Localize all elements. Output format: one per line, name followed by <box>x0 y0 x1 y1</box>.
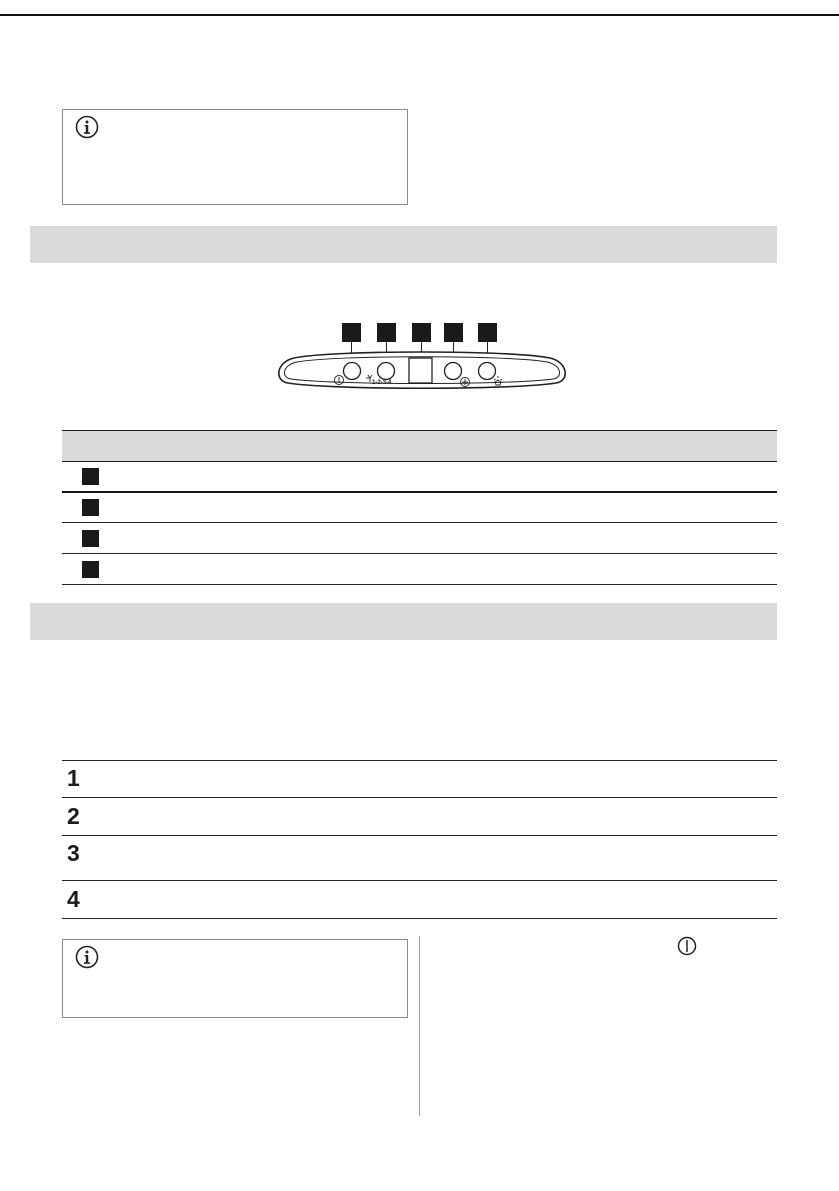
table-row <box>62 493 777 523</box>
column-divider <box>160 760 161 918</box>
fan-speed-label: 1-2-3-4 <box>372 380 392 386</box>
reference-square <box>82 499 99 516</box>
callout-square-5 <box>478 323 497 342</box>
component-table <box>62 430 777 586</box>
info-icon <box>75 115 99 139</box>
table-header <box>62 430 777 462</box>
power-button <box>344 363 361 380</box>
section-header-bar <box>30 603 777 640</box>
table-row <box>62 554 777 585</box>
section-header-bar <box>30 226 777 263</box>
table-row <box>62 760 777 798</box>
info-note-box <box>62 939 408 1018</box>
reference-square <box>82 468 99 485</box>
table-row <box>62 523 777 554</box>
fan-button <box>378 363 395 380</box>
table-row <box>62 797 777 836</box>
table-row <box>62 461 777 493</box>
callout-square-3 <box>412 323 431 342</box>
display-window <box>409 358 432 383</box>
callout-square-2 <box>377 323 396 342</box>
power-icon <box>676 935 698 957</box>
callout-squares <box>342 323 497 342</box>
level-number: 3 <box>67 840 80 866</box>
control-panel-illustration <box>272 321 572 396</box>
level-number: 4 <box>67 886 80 912</box>
column-divider <box>419 936 420 1116</box>
reference-square <box>82 561 99 578</box>
levels-table <box>62 760 777 918</box>
table-row <box>62 835 777 881</box>
level-number: 2 <box>67 803 80 829</box>
table-row <box>62 880 777 919</box>
light-button <box>479 363 496 380</box>
info-note-box <box>62 109 408 205</box>
top-rule <box>0 14 839 16</box>
timer-button <box>445 363 462 380</box>
info-icon <box>75 945 99 969</box>
callout-square-4 <box>444 323 463 342</box>
level-number: 1 <box>67 765 80 791</box>
callout-square-1 <box>342 323 361 342</box>
reference-square <box>82 530 99 547</box>
